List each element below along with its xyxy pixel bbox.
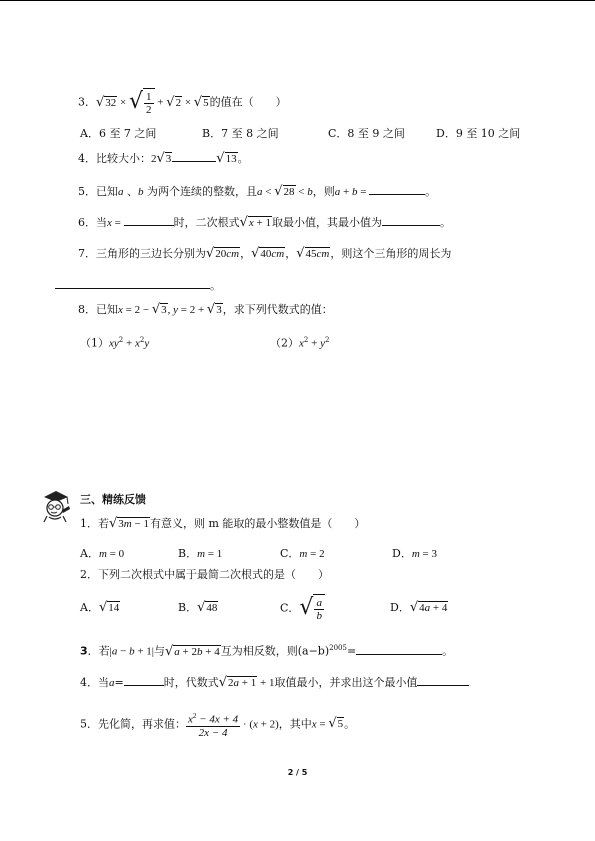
sqrt-a-2b-4: √ a + 2b + 4: [164, 643, 220, 659]
student-thinking-icon: [38, 488, 74, 524]
sqrt-28: √ 28: [274, 184, 295, 199]
s5-fraction: $\frac{x^2 - 4x + 4}{2x - 4}$: [188, 712, 239, 739]
s1-tail: 有意义，则 m 能取的最小整数值是（ ）: [149, 517, 366, 530]
q4-text: 4．比较大小：: [78, 152, 151, 165]
q8-tail: ，求下列代数式的值：: [222, 303, 333, 316]
sqrt-2: √ 2: [166, 94, 182, 110]
sqrt-45cm: √ 45cm: [296, 246, 330, 261]
s2-option-b: B． √ 48: [178, 600, 218, 615]
top-rule: [0, 0, 595, 1]
q8-part-1: $(1)xy^2 + x^2y$: [80, 336, 150, 350]
sqrt-3-b: √ 3: [151, 302, 167, 317]
section3-question-3: 3．若|a − b + 1|与 √ a + 2b + 4 互为相反数，则$(a-b)^{2005}=$ 。: [80, 643, 454, 659]
s3-pre: ．若: [87, 644, 110, 658]
s2-option-a: A． √ 14: [80, 600, 120, 615]
s4-blank-min[interactable]: [417, 673, 469, 686]
q3-option-d: D．9 至 10 之间: [436, 127, 521, 140]
s3-number: 3: [80, 644, 88, 658]
s3-exponent: 2005: [329, 644, 347, 652]
s3-mid2: 互为相反数，则: [220, 644, 298, 658]
q6-mid2: 取最小值，其最小值为: [272, 216, 383, 229]
s4-mid: 时，代数式: [163, 676, 219, 689]
sqrt-13: √ 13: [216, 151, 237, 166]
q8-pre: 8．已知: [78, 303, 118, 316]
q8-p1-label: （1）: [80, 336, 109, 350]
q3-option-b: B．7 至 8 之间: [202, 127, 279, 140]
sqrt-3: √ 3: [156, 151, 172, 166]
sqrt-40cm: √ 40cm: [251, 246, 285, 261]
sqrt-5: √ 5: [193, 94, 209, 110]
q5-then: ，则: [312, 185, 335, 198]
question-5: 5．已知a 、b 为两个连续的整数，且a < √ 28 < b，则a + b = 。: [78, 184, 437, 199]
s1-option-d: D．m = 3: [392, 547, 437, 560]
s1-option-b: B．m = 1: [178, 547, 223, 560]
sqrt-20cm: √ 20cm: [206, 246, 240, 261]
s3-eq: =: [346, 644, 357, 658]
sqrt-2a-plus-1: √ 2a + 1: [218, 675, 257, 690]
sqrt-x-plus-1: √ x + 1: [239, 215, 272, 230]
q3-option-c: C．8 至 9 之间: [328, 127, 405, 140]
sqrt-3-c: √ 3: [206, 302, 222, 317]
sqrt-5-b: √ 5: [328, 716, 344, 732]
question-3: 3． √ 32 × √ $\frac{1}{2}$ + √ 2 × √ 5 的值在（ ）: [78, 89, 287, 116]
q5-pre: 5．已知: [78, 185, 118, 198]
sqrt-32: √ 32: [96, 94, 117, 110]
question-6: 6．当x = 时，二次根式 √ x + 1 取最小值，其最小值为 。: [78, 215, 452, 230]
question-8: 8．已知x = 2 − √ 3 , y = 2 + √ 3 ，求下列代数式的值：: [78, 302, 333, 317]
page-number: 2 / 5: [287, 768, 308, 777]
sqrt-3m-1: √ 3m − 1: [109, 516, 149, 531]
section3-question-5: 5．先化简，再求值： $\frac{x^2 - 4x + 4}{2x - 4}$ · (x + 2)，其中x = √ 5 。: [80, 712, 356, 739]
sqrt-half: √ $\frac{1}{2}$: [129, 88, 155, 117]
section-3-title: 三、精练反馈: [80, 493, 146, 506]
q8-part-2: $(2)x^2 + y^2$: [270, 336, 330, 350]
s2-option-c: C． √ $\frac{a}{b}$: [280, 594, 325, 623]
q7-pre: 7．三角形的三边长分别为: [78, 247, 206, 260]
question-7: 7．三角形的三边长分别为 √ 20cm ， √ 40cm ， √ 45cm ，则这个三角形的周长为: [78, 246, 452, 261]
q7-answer-line[interactable]: 。: [55, 276, 221, 294]
section3-question-1: [80, 516, 365, 532]
question-4: 4．比较大小：2 √ 3 √ 13 。: [78, 151, 249, 166]
s3-base: (a−b): [297, 644, 330, 658]
q3-tail: 的值在（ ）: [209, 95, 287, 109]
q5-mid: 为两个连续的整数，且: [147, 185, 257, 198]
s3-mid: 与: [153, 644, 165, 658]
section3-question-2: 2．下列二次根式中属于最简二次根式的是（ ）: [80, 568, 329, 581]
q4-blank[interactable]: [172, 149, 216, 162]
q6-blank-min[interactable]: [382, 213, 440, 226]
q3-number: 3．: [78, 95, 96, 109]
s4-pre: 4．当: [80, 676, 109, 689]
q6-blank-x[interactable]: [124, 213, 174, 226]
q7-tail: ，则这个三角形的周长为: [330, 247, 452, 260]
s4-blank-a[interactable]: [124, 673, 164, 686]
q6-pre: 6．当: [78, 216, 107, 229]
s3-blank[interactable]: [356, 642, 442, 655]
s5-tail: ，其中: [278, 717, 312, 731]
s1-pre: 1．若: [80, 517, 109, 530]
s2-option-d: D． √ 4a + 4: [390, 600, 448, 615]
q3-option-a: A．6 至 7 之间: [80, 127, 157, 140]
s1-option-a: A．m = 0: [80, 547, 125, 560]
s5-pre: 5．先化简，再求值：: [80, 717, 186, 731]
section3-question-4: 4．当a= 时，代数式 √ 2a + 1 + 1取值最小，并求出这个最小值: [80, 673, 469, 691]
q6-mid: 时，二次根式: [173, 216, 240, 229]
q8-p2-label: （2）: [270, 336, 299, 350]
q5-blank[interactable]: [369, 182, 425, 195]
s1-option-c: C．m = 2: [280, 547, 325, 560]
s4-tail: 取值最小，并求出这个最小值: [274, 676, 418, 689]
